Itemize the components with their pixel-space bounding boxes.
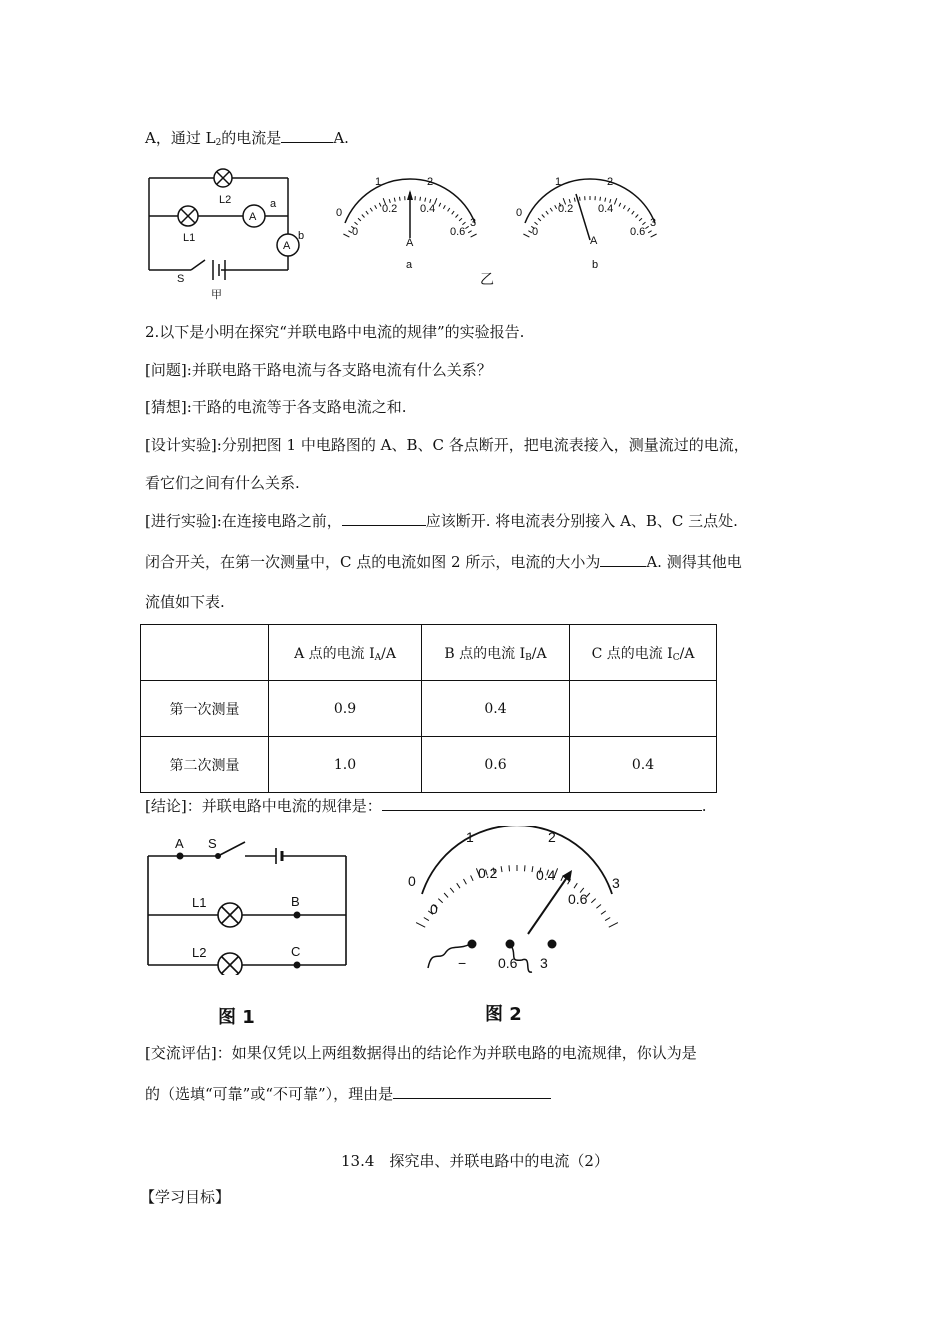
tick-bottom-0.4: 0.4 [598,203,614,215]
table-cell-answer[interactable] [570,681,717,737]
tick-mark [443,205,445,209]
q2-conclusion: [结论]：并联电路中电流的规律是： . [145,797,707,815]
tick-mark [439,203,441,207]
tick-mark [574,198,575,202]
tick-mark [538,218,541,221]
answer-blank[interactable] [393,1084,551,1099]
tick-top-2: 2 [607,176,614,188]
q1-answer-line: A，通过 $L_2$的电流是 A. [145,129,349,148]
tick-mark [642,222,645,225]
tick-bottom-0: 0 [352,226,359,238]
tick-mark [600,197,601,201]
tick-mark [532,866,533,872]
tick-mark [574,883,577,888]
ammeter-dial-b [510,168,670,273]
tick-mark [471,875,474,880]
tick-bottom-0: 0 [430,901,438,917]
tick-bottom-0.6: 0.6 [630,226,646,238]
objectives-heading: 【学习目标】 [140,1188,231,1206]
tick-mark [464,879,467,884]
tick-bottom-0.4: 0.4 [420,203,436,215]
table-header-cell: B 点的电流 $I_B/A$ [422,625,570,681]
tick-mark [424,918,429,921]
tick-mark [628,208,630,211]
tick-bottom-0.2: 0.2 [478,865,498,881]
tick-mark [632,211,634,214]
tick-mark [456,215,459,218]
tick-mark [366,211,368,214]
tick-mark [459,218,462,221]
lamp-l2-label: L2 [192,945,207,960]
tick-mark [550,208,552,211]
lamp-l1-label: L1 [192,895,207,910]
tick-bottom-0.2: 0.2 [558,203,574,215]
q2-evaluation-1: [交流评估]：如果仅凭以上两组数据得出的结论作为并联电路的电流规律，你认为是 [145,1044,697,1062]
tick-mark [523,234,529,237]
q2-question: [问题]:并联电路干路电流与各支路电流有什么关系？ [145,361,492,379]
tick-bottom-0.6: 0.6 [450,226,466,238]
needle-arrow [407,190,413,200]
tick-mark [580,197,581,201]
answer-blank[interactable] [382,796,702,811]
tick-mark [601,911,606,914]
table-cell: 第二次测量 [141,737,269,793]
figure-label-yi: 乙 [480,272,494,288]
table-header-cell [141,625,269,681]
ammeter-dial-a [330,168,490,273]
tick-mark [394,198,395,202]
table-cell: 0.9 [269,681,422,737]
tick-mark [525,865,526,871]
tick-mark [555,205,557,209]
needle [576,194,590,240]
tick-mark [609,923,618,928]
tick-top-0: 0 [516,207,523,219]
table-header-row [141,625,717,681]
section-heading: 13.4 探究串、并联电路中的电流（2） [341,1152,609,1170]
figure-2-caption: 图 2 [485,1004,522,1025]
q2-design-2: 看它们之间有什么关系. [145,474,300,492]
tick-top-3: 3 [650,217,657,229]
tick-mark [457,883,460,888]
tick-bottom-0: 0 [532,226,539,238]
tick-mark [438,899,442,903]
tick-bottom-0.6: 0.6 [568,891,588,907]
tick-mark [605,198,606,202]
tick-top-1: 1 [375,176,382,188]
tick-mark [450,888,454,893]
pointer-label: A [406,237,414,249]
node-b-label: B [291,894,300,909]
q2-intro: 2.以下是小明在探究“并联电路中电流的规律”的实验报告. [145,323,525,341]
table-cell: 0.4 [422,681,570,737]
answer-blank[interactable] [281,128,333,143]
tick-mark [619,203,621,207]
ammeter-b-symbol: A [283,240,291,252]
tick-top-0: 0 [336,207,343,219]
terminal-3: 3 [540,955,548,971]
tick-mark [416,923,425,928]
tick-mark [462,222,465,225]
tick-bottom-0.2: 0.2 [382,203,398,215]
table-cell: 第一次测量 [141,681,269,737]
tick-mark [623,205,625,209]
tick-mark [501,866,502,872]
tick-mark [400,197,401,201]
lamp-l2-label: L2 [219,194,232,206]
answer-blank[interactable] [600,552,646,567]
tick-mark [651,234,657,237]
meter-a-caption: a [406,259,413,271]
tick-mark [452,211,454,214]
needle-arrow [562,870,572,882]
tick-top-1: 1 [466,829,474,845]
tick-bottom-0.4: 0.4 [536,867,556,883]
tick-mark [379,203,381,207]
tick-mark [596,905,601,909]
pointer-label: A [590,235,598,247]
q2-evaluation-2: 的（选填“可靠”或“不可靠”），理由是 [145,1084,551,1104]
q2-guess: [猜想]:干路的电流等于各支路电流之和. [145,398,407,416]
current-table [140,624,717,793]
switch-s-label: S [208,836,217,851]
node-c-label: C [291,944,301,959]
meter-b-caption: b [592,259,599,271]
q2-experiment-1: [进行实验]:在连接电路之前， 应该断开. 将电流表分别接入 A、B、C 三点处. [145,512,738,530]
tick-mark [614,198,616,204]
circuit-diagram-jia [143,160,308,300]
tick-mark [425,198,426,202]
switch-label: S [177,273,185,285]
point-b-label: b [298,230,305,242]
tick-mark [591,899,595,903]
tick-mark [546,211,548,214]
figure-1-circuit [140,830,355,975]
tick-mark [355,222,358,225]
tick-top-0: 0 [408,873,416,889]
node-a-label: A [175,836,184,851]
tick-mark [444,893,448,898]
tick-mark [639,218,642,221]
tick-mark [471,234,477,237]
table-cell: 0.4 [570,737,717,793]
terminal-0.6: 0.6 [498,955,518,971]
tick-mark [358,218,361,221]
terminal-minus: − [458,955,467,971]
tick-mark [420,197,421,201]
ammeter-a-symbol: A [249,211,257,223]
tick-mark [448,208,450,211]
tick-mark [465,226,468,228]
q2-experiment-2: 闭合开关，在第一次测量中，C 点的电流如图 2 所示，电流的大小为 A. 测得其他电 [145,553,742,571]
tick-top-1: 1 [555,176,562,188]
tick-mark [535,222,538,225]
point-a-label: a [270,198,277,210]
tick-mark [605,918,610,921]
figure-1-caption: 图 1 [218,1007,255,1028]
q2-experiment-3: 流值如下表. [145,593,225,611]
table-row [141,737,717,793]
needle [528,876,568,934]
figure-2-ammeter [400,826,635,976]
answer-blank[interactable] [342,511,426,526]
tick-top-3: 3 [612,875,620,891]
tick-mark [509,865,510,871]
lamp-l1-label: L1 [183,232,196,244]
tick-mark [370,208,372,211]
table-cell: 1.0 [269,737,422,793]
tick-mark [375,205,377,209]
table-row [141,681,717,737]
tick-top-2: 2 [427,176,434,188]
tick-top-2: 2 [548,829,556,845]
tick-mark [645,226,648,228]
table-cell: 0.6 [422,737,570,793]
table-header-cell: C 点的电流 $I_C/A$ [570,625,717,681]
table-header-cell: A 点的电流 $I_A/A$ [269,625,422,681]
tick-mark [362,215,365,218]
tick-mark [648,231,651,233]
tick-top-3: 3 [470,217,477,229]
tick-mark [468,231,471,233]
tick-mark [343,234,349,237]
tick-mark [636,215,639,218]
tick-mark [542,215,545,218]
q2-design-1: [设计实验]:分别把图 1 中电路图的 A、B、C 各点断开，把电流表接入，测量流过的电流， [145,436,749,454]
circuit-label-jia: 甲 [211,289,222,300]
